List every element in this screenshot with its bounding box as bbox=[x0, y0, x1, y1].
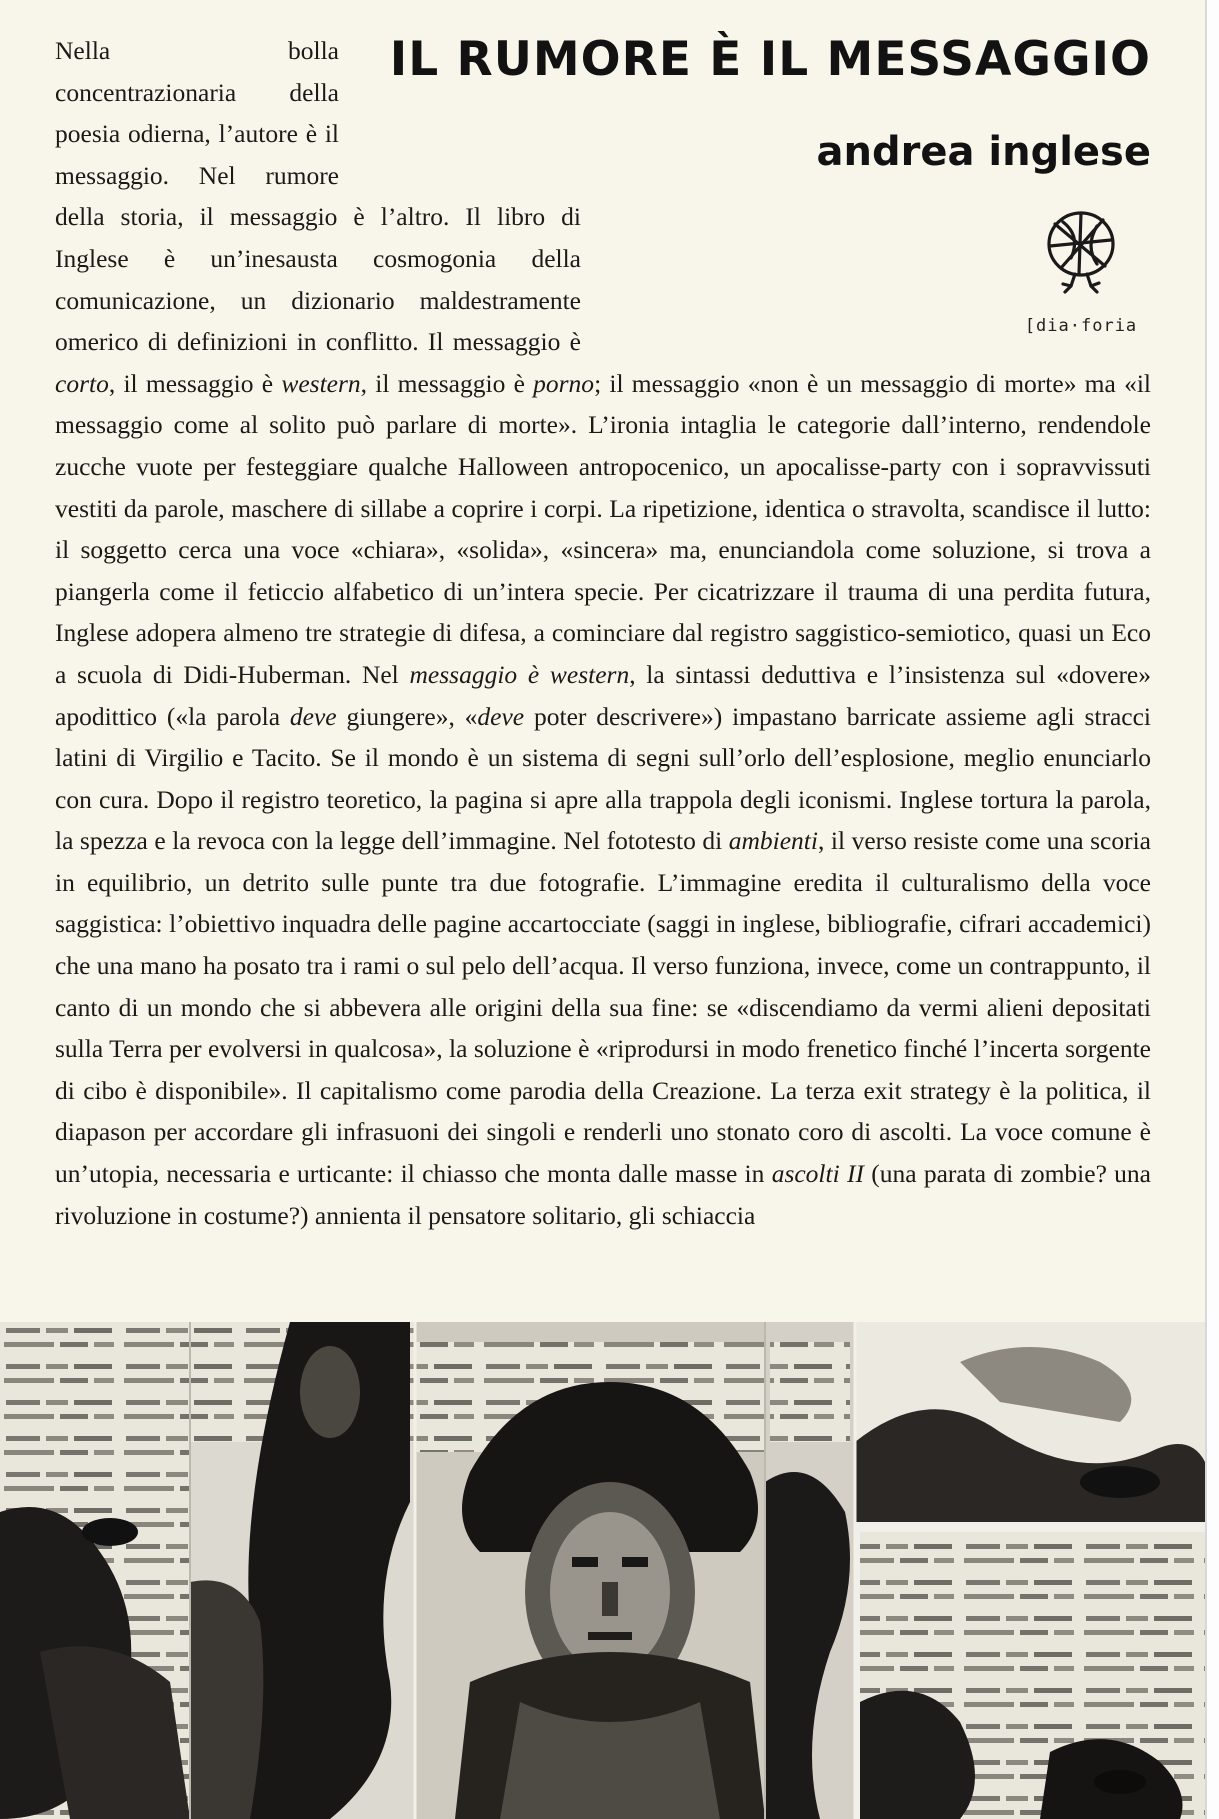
blurb-text bbox=[55, 30, 1151, 1236]
blurb-paragraph: Nella bolla concentrazionaria della poesia odierna, l’autore è il messaggio. Nel rumore della storia, il messaggio è l’altro. Il libro di Inglese è un’inesausta cosmogonia della comunicazione, un dizionario maldestramente omerico di definizioni in conflitto. Il messaggio è corto, il messaggio è western, il messaggio è porno; il messaggio «non è un messaggio di morte» ma «il messaggio come al solito può parlare di morte». L’ironia intaglia le categorie dall’interno, rendendole zucche vuote per festeggiare qualche Halloween antropocenico, un apocalisse-party con i sopravvissuti vestiti da parole, maschere di sillabe a coprire i corpi. La ripetizione, identica o stravolta, scandisce il lutto: il soggetto cerca una voce «chiara», «solida», «sincera» ma, enunciandola come soluzione, si trova a piangerla come il feticcio alfabetico di un’intera specie. Per cicatrizzare il trauma di una perdita futura, Inglese adopera almeno tre strategie di difesa, a cominciare dal registro saggistico-semiotico, quasi un Eco a scuola di Didi-Huberman. Nel messaggio è western, la sintassi deduttiva e l’insistenza sul «dovere» apodittico («la parola deve giungere», «deve poter descrivere») impastano barricate assieme agli stracci latini di Virgilio e Tacito. Se il mondo è un sistema di segni sull’orlo dell’esplosione, meglio enunciarlo con cura. Dopo il registro teoretico, la pagina si apre alla trappola degli iconismi. Inglese tortura la parola, la spezza e la revoca con la legge dell’immagine. Nel fototesto di ambienti, il verso resiste come una scoria in equilibrio, un detrito sulle punte tra due fotografie. L’immagine eredita il culturalismo della voce saggistica: l’obiettivo inquadra delle pagine accartocciate (saggi in inglese, bibliografie, cifrari accademici) che una mano ha posato tra i rami o sul pelo dell’acqua. Il verso funziona, invece, come un contrappunto, il canto di un mondo che si abbevera alle origini della sua fine: se «discendiamo da vermi alieni depositati sulla Terra per evolversi in qualcosa», la soluzione è «riprodursi in modo frenetico finché l’incerta sorgente di cibo è disponibile». Il capitalismo come parodia della Creazione. La terza exit strategy è la politica, il diapason per accordare gli infrasuoni dei singoli e renderli uno stonato coro di ascolti. La voce comune è un’utopia, necessaria e urticante: il chiasso che monta dalle masse in ascolti II (una parata di zombie? una rivoluzione in costume?) annienta il pensatore solitario, gli schiaccia bbox=[55, 36, 1152, 1230]
book-title: IL RUMORE È IL MESSAGGIO bbox=[389, 32, 1151, 87]
photo-collage bbox=[0, 1322, 1205, 1819]
publisher-logo bbox=[1011, 206, 1151, 348]
title-area bbox=[339, 34, 1151, 334]
publisher-name: [dia·foria bbox=[1024, 316, 1138, 336]
wheel-figure-icon bbox=[1041, 206, 1121, 302]
cover-edge bbox=[1205, 0, 1219, 1819]
author-name: andrea inglese bbox=[816, 129, 1151, 175]
